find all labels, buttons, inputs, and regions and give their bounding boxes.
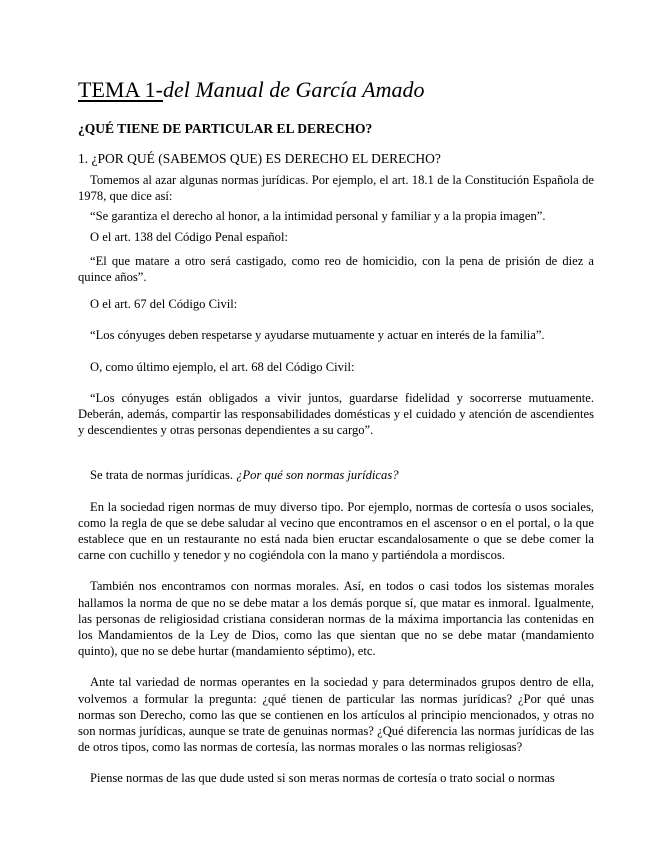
section-heading: 1. ¿POR QUÉ (SABEMOS QUE) ES DERECHO EL DERECHO? (78, 151, 441, 166)
paragraph: También nos encontramos con normas morales. Así, en todos o casi todos los sistemas morales hallamos la norma de que no se debe matar a los demás porque sí, que matar es inmoral. Igualmente, las personas de religiosidad cristiana consideran normas de la máxima importancia las contenidas en los Mandamientos de la Ley de Dios, como las que sientan que no se debe matar (mandamiento quinto), que no se debe hurtar (mandamiento séptimo), etc. (78, 579, 594, 659)
paragraph-italic-question: ¿Por qué son normas jurídicas? (236, 468, 399, 483)
quote: “Los cónyuges deben respetarse y ayudarse mutuamente y actuar en interés de la familia”. (90, 328, 545, 343)
paragraph: O el art. 138 del Código Penal español: (90, 229, 288, 244)
paragraph: Piense normas de las que dude usted si son meras normas de cortesía o trato social o normas (90, 771, 555, 786)
title-main: TEMA 1- (78, 77, 163, 102)
paragraph: Ante tal variedad de normas operantes en la sociedad y para determinados grupos dentro de ella, volvemos a formular la pregunta: ¿qué tienen de particular las normas jurídicas? ¿Por qué unas normas son Derecho, como las que se contienen en los artículos al principio mencionados, y otras no son normas jurídicas, aunque se trate de genuinas normas? ¿Qué diferencia las normas jurídicas de las de otros tipos, como las normas de cortesía, las normas morales o las normas religiosas? (78, 675, 594, 755)
paragraph: O el art. 67 del Código Civil: (90, 297, 238, 312)
document-body (78, 172, 594, 787)
title-subtitle: del Manual de García Amado (162, 77, 425, 102)
quote: “Se garantiza el derecho al honor, a la intimidad personal y familiar y a la propia imagen”. (90, 209, 546, 224)
paragraph: Tomemos al azar algunas normas jurídicas. Por ejemplo, el art. 18.1 de la Constitución Española de 1978, que dice así: (78, 173, 594, 204)
paragraph (78, 467, 594, 483)
paragraph-text: Se trata de normas jurídicas. (90, 468, 237, 483)
paragraph: En la sociedad rigen normas de muy diverso tipo. Por ejemplo, normas de cortesía o usos sociales, como la regla de que se debe saludar al vecino que encontramos en el ascensor o en el portal, o la que establece que en un restaurante no está nada bien eructar escandalosamente o que se debe comer la carne con cuchillo y tenedor y no cogiéndola con la mano y partiéndola a mordiscos. (78, 499, 594, 563)
document-title (78, 76, 424, 104)
paragraph: O, como último ejemplo, el art. 68 del Código Civil: (90, 359, 355, 374)
main-heading: ¿QUÉ TIENE DE PARTICULAR EL DERECHO? (78, 121, 373, 136)
quote: “El que matare a otro será castigado, como reo de homicidio, con la pena de prisión de diez a quince años”. (78, 253, 594, 285)
quote: “Los cónyuges están obligados a vivir juntos, guardarse fidelidad y socorrerse mutuamente. Deberán, además, compartir las responsabilidades domésticas y el cuidado y atención de ascendientes y descendientes y otras personas dependientes a su cargo”. (78, 390, 594, 438)
